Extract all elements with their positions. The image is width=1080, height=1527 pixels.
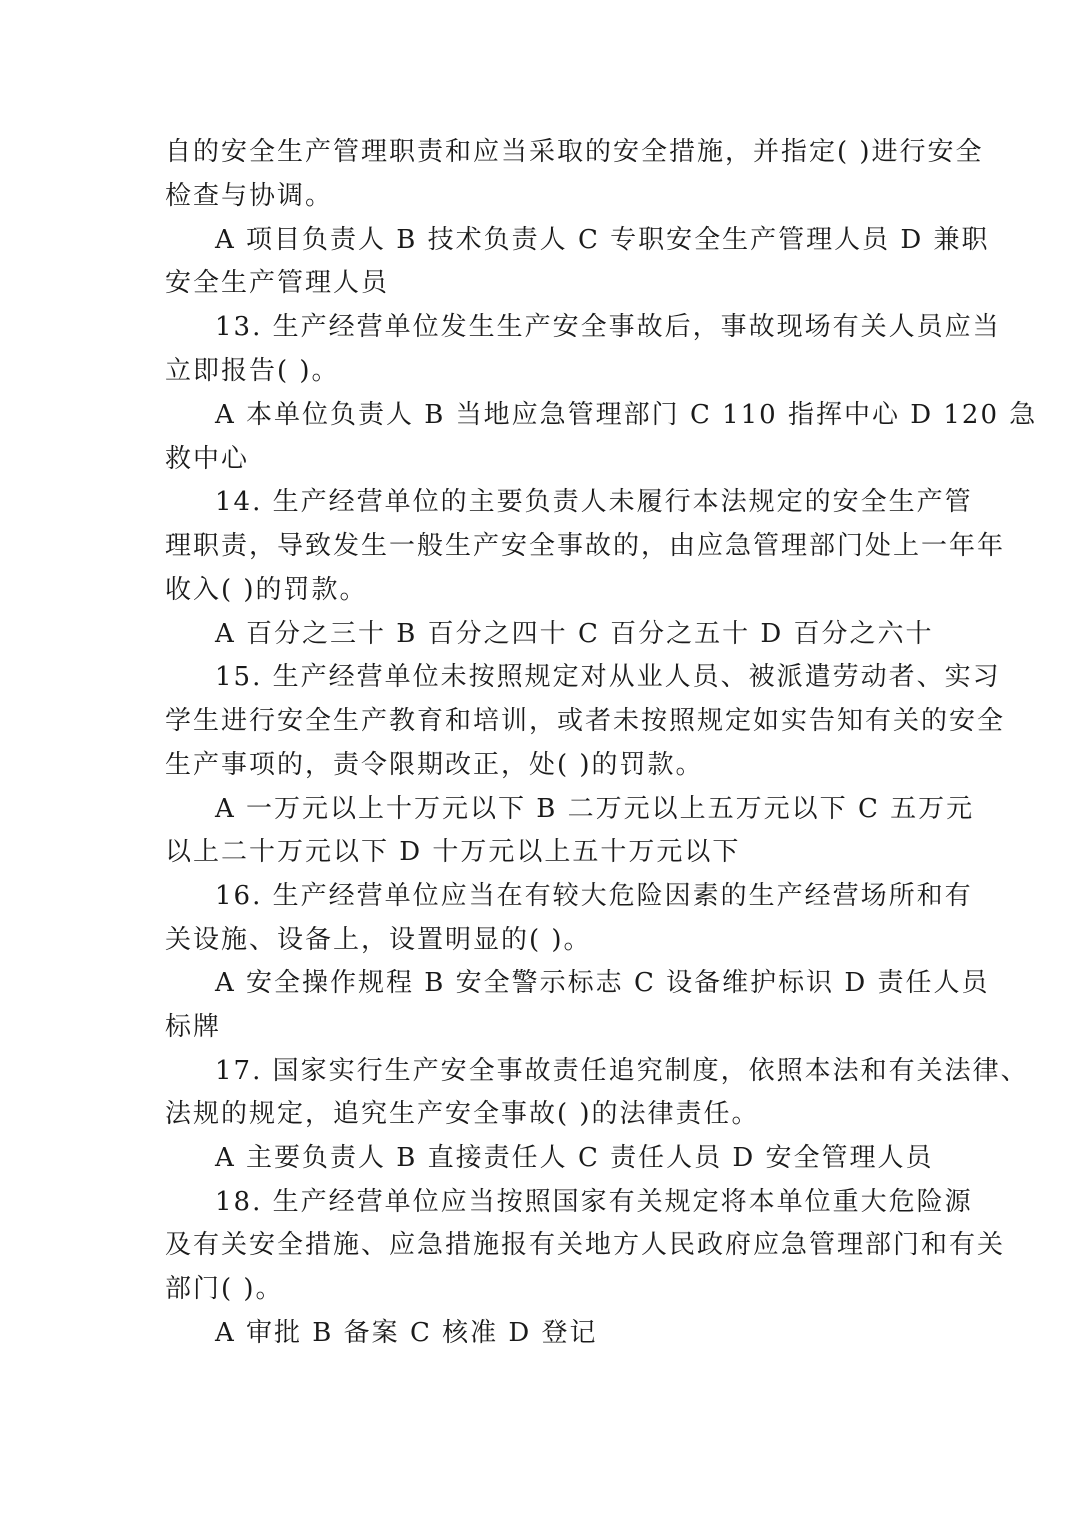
question-14: 14. 生产经营单位的主要负责人未履行本法规定的安全生产管 xyxy=(215,487,973,517)
answer-options: A 本单位负责人 B 当地应急管理部门 C 110 指挥中心 D 120 急 xyxy=(215,400,1038,430)
text-line: 立即报告( )。 xyxy=(165,356,340,386)
text-line: 以上二十万元以下 D 十万元以上五十万元以下 xyxy=(165,837,741,867)
answer-options: A 项目负责人 B 技术负责人 C 专职安全生产管理人员 D 兼职 xyxy=(215,225,990,255)
answer-options: A 主要负责人 B 直接责任人 C 责任人员 D 安全管理人员 xyxy=(215,1143,934,1173)
text-line: 及有关安全措施、应急措施报有关地方人民政府应急管理部门和有关 xyxy=(165,1230,1006,1260)
text-line: 部门( )。 xyxy=(165,1274,284,1304)
question-15: 15. 生产经营单位未按照规定对从业人员、被派遣劳动者、实习 xyxy=(215,662,1001,692)
question-16: 16. 生产经营单位应当在有较大危险因素的生产经营场所和有 xyxy=(215,881,973,911)
text-line: 关设施、设备上，设置明显的( )。 xyxy=(165,925,592,955)
text-line: 检查与协调。 xyxy=(165,181,334,211)
text-line: 理职责，导致发生一般生产安全事故的，由应急管理部门处上一年年 xyxy=(165,531,1006,561)
text-line: 学生进行安全生产教育和培训，或者未按照规定如实告知有关的安全 xyxy=(165,706,1006,736)
text-line: 安全生产管理人员 xyxy=(165,268,390,298)
text-line: 自的安全生产管理职责和应当采取的安全措施，并指定( )进行安全 xyxy=(165,137,984,167)
question-17: 17. 国家实行生产安全事故责任追究制度，依照本法和有关法律、 xyxy=(215,1056,1029,1086)
answer-options: A 审批 B 备案 C 核准 D 登记 xyxy=(215,1318,598,1348)
text-line: 法规的规定，追究生产安全事故( )的法律责任。 xyxy=(165,1099,760,1129)
text-line: 收入( )的罚款。 xyxy=(165,575,368,605)
answer-options: A 一万元以上十万元以下 B 二万元以上五万元以下 C 五万元 xyxy=(215,794,975,824)
answer-options: A 安全操作规程 B 安全警示标志 C 设备维护标识 D 责任人员 xyxy=(215,968,990,998)
text-line: 生产事项的，责令限期改正，处( )的罚款。 xyxy=(165,750,704,780)
question-18: 18. 生产经营单位应当按照国家有关规定将本单位重大危险源 xyxy=(215,1187,973,1217)
text-line: 标牌 xyxy=(165,1012,222,1042)
question-13: 13. 生产经营单位发生生产安全事故后，事故现场有关人员应当 xyxy=(215,312,1001,342)
text-line: 救中心 xyxy=(165,444,250,474)
answer-options: A 百分之三十 B 百分之四十 C 百分之五十 D 百分之六十 xyxy=(215,619,934,649)
